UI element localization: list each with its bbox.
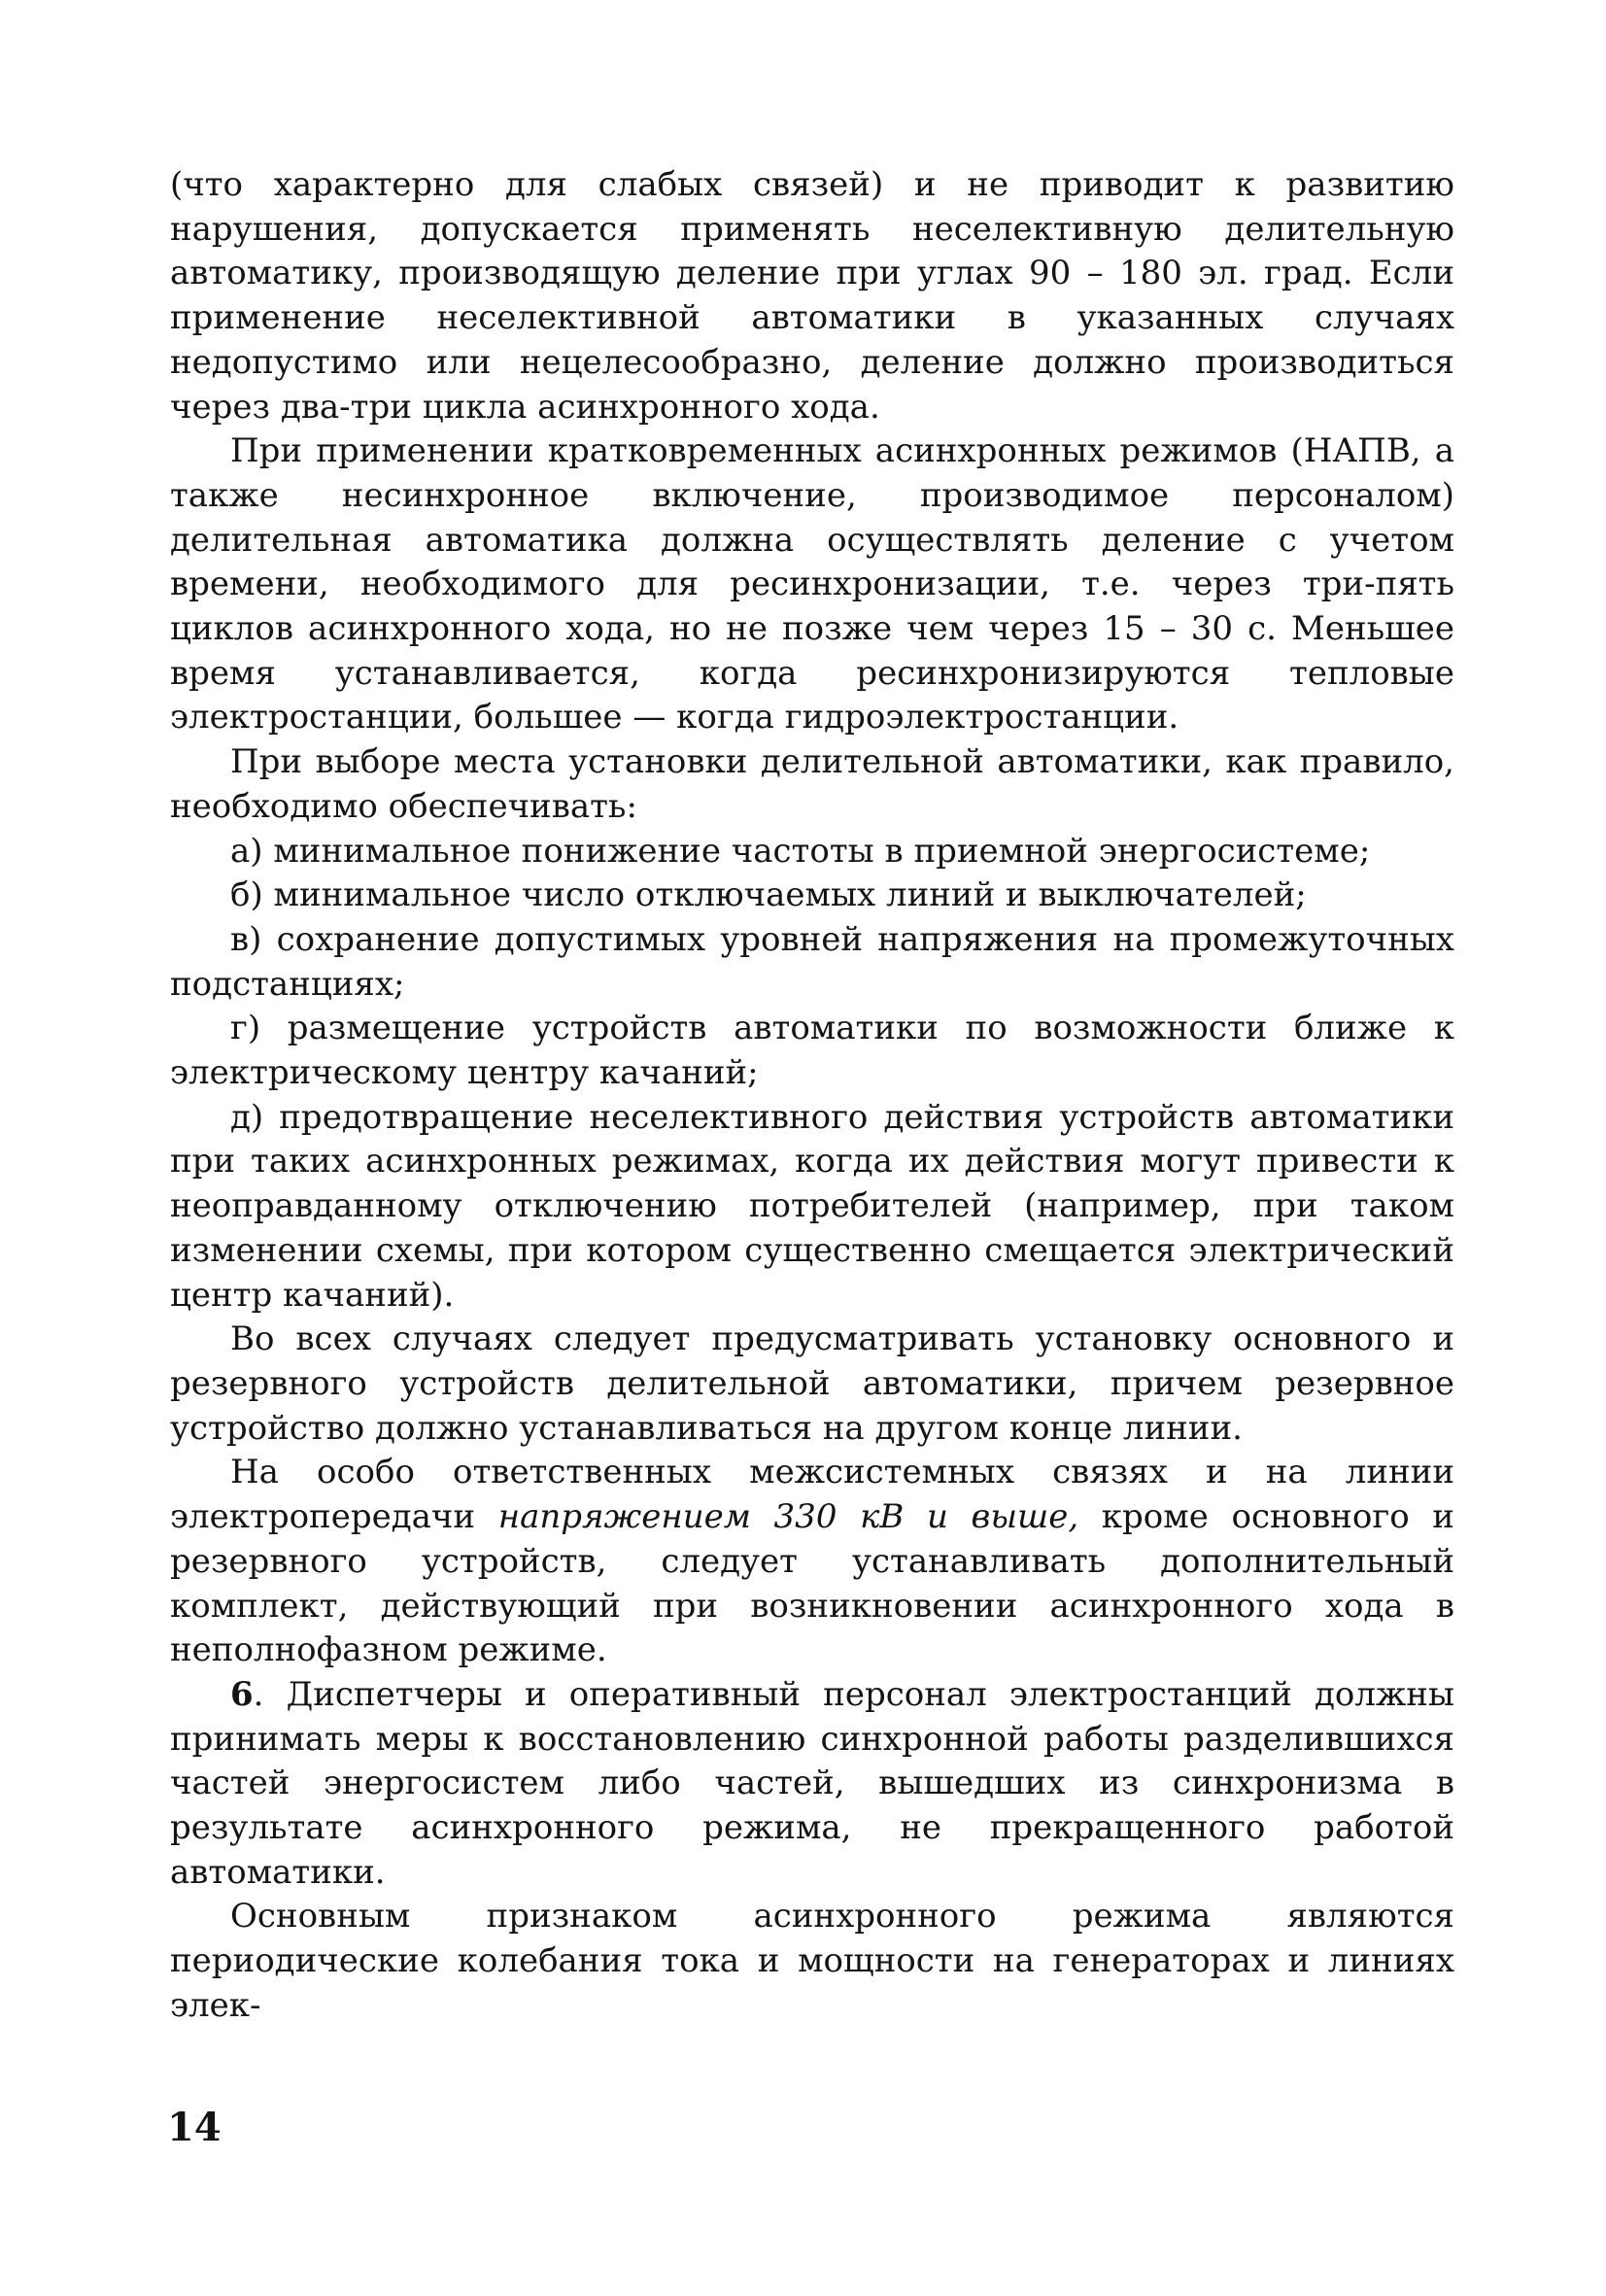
- paragraph: [170, 1451, 1454, 1673]
- paragraph-text: . Диспетчеры и оперативный персонал электростанций должны принимать меры к восстановлению синхронной работы разделившихся частей энергосистем либо частей, вышедших из синхронизма в результате асинхронного режима, не прекращенного работой автоматики.: [170, 1674, 1454, 1892]
- list-item: г) размещение устройств автоматики по возможности ближе к электрическому центру качаний;: [170, 1009, 1454, 1093]
- list-item: а) минимальное понижение частоты в приемной энергосистеме;: [230, 831, 1371, 871]
- paragraph: При применении кратковременных асинхронных режимов (НАПВ, а также несинхронное включение, производимое персоналом) делительная автоматика должна осуществлять деление с учетом времени, необходимого для ресинхронизации, т.е. через три-пять циклов асинхронного хода, но не позже чем через 15 – 30 с. Меньшее время устанавливается, когда ресинхронизируются тепловые электростанции, большее — когда гидроэлектростанции.: [170, 431, 1454, 737]
- italic-phrase: напряжением 330 кВ и выше,: [497, 1497, 1079, 1537]
- paragraph: (что характерно для слабых связей) и не приводит к развитию нарушения, допускается применять неселективную делительную автоматику, производящую деление при углах 90 – 180 эл. град. Если применение неселективной автоматики в указанных случаях недопустимо или нецелесообразно, деление должно производиться через два-три цикла асинхронного хода.: [170, 165, 1454, 427]
- list-item: д) предотвращение неселективного действия устройств автоматики при таких асинхронных режимах, когда их действия могут привести к неоправданному отключению потребителей (например, при таком изменении схемы, при котором существенно смещается электрический центр качаний).: [170, 1097, 1454, 1315]
- list-item: в) сохранение допустимых уровней напряжения на промежуточных подстанциях;: [170, 919, 1454, 1004]
- paragraph-text: На особо ответственных межсистемных связях и на линии электропередачи: [170, 1453, 1454, 1537]
- paragraph-text: кроме основного и резервного устройств, следует устанавливать дополнительный комплект, действующий при возникновении асинхронного хода в неполнофазном режиме.: [170, 1497, 1454, 1670]
- paragraph: Основным признаком асинхронного режима являются периодические колебания тока и мощности на генераторах и линиях элек-: [170, 1897, 1454, 2025]
- paragraph: Во всех случаях следует предусматривать установку основного и резервного устройств делительной автоматики, причем резервное устройство должно устанавливаться на другом конце линии.: [170, 1319, 1454, 1448]
- page-body: [170, 163, 1454, 2029]
- paragraph: При выборе места установки делительной автоматики, как правило, необходимо обеспечивать:: [170, 742, 1454, 826]
- page-number: 14: [167, 2105, 222, 2150]
- section-number: 6: [230, 1674, 254, 1714]
- list-item: б) минимальное число отключаемых линий и выключателей;: [230, 875, 1307, 915]
- paragraph: [170, 1673, 1454, 1896]
